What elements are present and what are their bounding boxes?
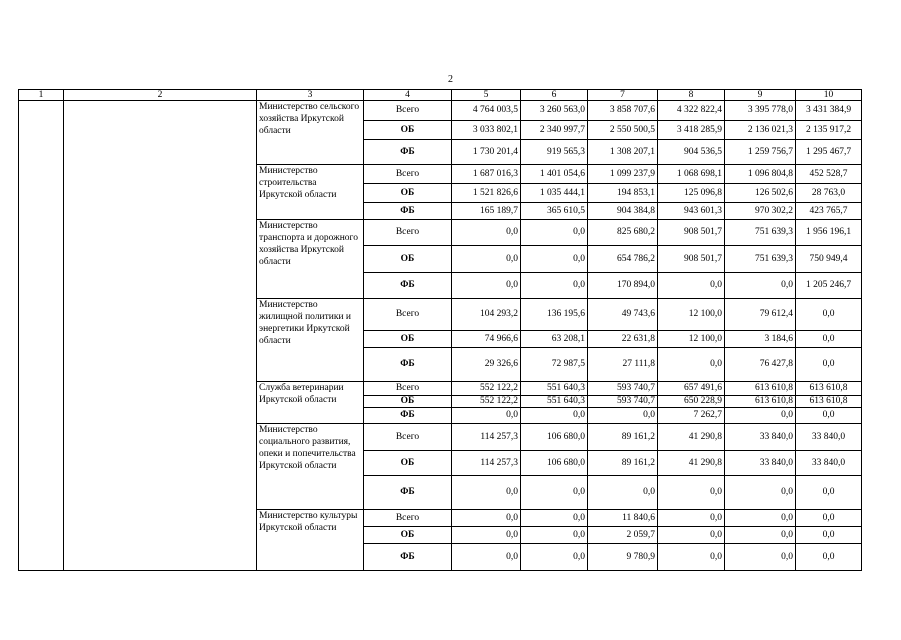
amount-cell: 0,0 <box>521 408 588 424</box>
amount-cell: 654 786,2 <box>588 246 658 273</box>
amount-cell: 0,0 <box>725 527 796 544</box>
amount-cell: 106 680,0 <box>521 451 588 476</box>
amount-cell: 0,0 <box>796 299 862 331</box>
amount-cell: 904 536,5 <box>658 140 725 165</box>
amount-cell: 0,0 <box>658 348 725 382</box>
budget-table <box>18 89 862 571</box>
amount-cell: 1 099 237,9 <box>588 165 658 184</box>
amount-cell: 3 395 778,0 <box>725 101 796 121</box>
amount-cell: 613 610,8 <box>725 396 796 408</box>
amount-cell: 1 730 201,4 <box>452 140 521 165</box>
amount-cell: 452 528,7 <box>796 165 862 184</box>
amount-cell: 1 259 756,7 <box>725 140 796 165</box>
amount-cell: 365 610,5 <box>521 203 588 220</box>
amount-cell: 2 059,7 <box>588 527 658 544</box>
funding-type: Всего <box>364 382 452 396</box>
amount-cell: 28 763,0 <box>796 184 862 203</box>
amount-cell: 49 743,6 <box>588 299 658 331</box>
amount-cell: 1 068 698,1 <box>658 165 725 184</box>
amount-cell: 825 680,2 <box>588 220 658 246</box>
amount-cell: 2 340 997,7 <box>521 121 588 140</box>
funding-type: Всего <box>364 299 452 331</box>
funding-type: ФБ <box>364 273 452 299</box>
organization-name: Министерство строительства Иркутской области <box>257 165 364 220</box>
funding-type: ФБ <box>364 544 452 571</box>
column-1-cell <box>19 101 64 571</box>
amount-cell: 1 295 467,7 <box>796 140 862 165</box>
amount-cell: 136 195,6 <box>521 299 588 331</box>
funding-type: ОБ <box>364 451 452 476</box>
amount-cell: 170 894,0 <box>588 273 658 299</box>
amount-cell: 74 966,6 <box>452 331 521 348</box>
funding-type: ОБ <box>364 396 452 408</box>
amount-cell: 125 096,8 <box>658 184 725 203</box>
amount-cell: 593 740,7 <box>588 382 658 396</box>
amount-cell: 0,0 <box>452 273 521 299</box>
amount-cell: 0,0 <box>658 273 725 299</box>
amount-cell: 89 161,2 <box>588 451 658 476</box>
amount-cell: 0,0 <box>521 476 588 510</box>
organization-name: Министерство транспорта и дорожного хозяйства Иркутской области <box>257 220 364 299</box>
amount-cell: 1 205 246,7 <box>796 273 862 299</box>
amount-cell: 3 858 707,6 <box>588 101 658 121</box>
funding-type: ФБ <box>364 476 452 510</box>
amount-cell: 423 765,7 <box>796 203 862 220</box>
amount-cell: 63 208,1 <box>521 331 588 348</box>
amount-cell: 79 612,4 <box>725 299 796 331</box>
funding-type: ОБ <box>364 121 452 140</box>
column-header-row <box>19 90 862 101</box>
organization-name: Министерство сельского хозяйства Иркутской области <box>257 101 364 165</box>
amount-cell: 4 322 822,4 <box>658 101 725 121</box>
organization-name: Служба ветеринарии Иркутской области <box>257 382 364 424</box>
amount-cell: 970 302,2 <box>725 203 796 220</box>
amount-cell: 1 035 444,1 <box>521 184 588 203</box>
amount-cell: 0,0 <box>796 408 862 424</box>
amount-cell: 2 136 021,3 <box>725 121 796 140</box>
amount-cell: 0,0 <box>725 510 796 527</box>
amount-cell: 104 293,2 <box>452 299 521 331</box>
amount-cell: 7 262,7 <box>658 408 725 424</box>
amount-cell: 0,0 <box>452 408 521 424</box>
amount-cell: 650 228,9 <box>658 396 725 408</box>
amount-cell: 0,0 <box>452 527 521 544</box>
amount-cell: 29 326,6 <box>452 348 521 382</box>
amount-cell: 114 257,3 <box>452 451 521 476</box>
organization-name: Министерство жилищной политики и энергетики Иркутской области <box>257 299 364 382</box>
column-header: 10 <box>796 90 862 101</box>
amount-cell: 0,0 <box>521 510 588 527</box>
amount-cell: 0,0 <box>521 527 588 544</box>
amount-cell: 0,0 <box>796 476 862 510</box>
amount-cell: 194 853,1 <box>588 184 658 203</box>
amount-cell: 552 122,2 <box>452 382 521 396</box>
amount-cell: 2 135 917,2 <box>796 121 862 140</box>
amount-cell: 1 401 054,6 <box>521 165 588 184</box>
amount-cell: 33 840,0 <box>796 451 862 476</box>
organization-name: Министерство культуры Иркутской области <box>257 510 364 571</box>
amount-cell: 551 640,3 <box>521 382 588 396</box>
amount-cell: 552 122,2 <box>452 396 521 408</box>
amount-cell: 106 680,0 <box>521 424 588 451</box>
funding-type: Всего <box>364 101 452 121</box>
amount-cell: 33 840,0 <box>725 424 796 451</box>
column-header: 4 <box>364 90 452 101</box>
amount-cell: 751 639,3 <box>725 246 796 273</box>
amount-cell: 4 764 003,5 <box>452 101 521 121</box>
amount-cell: 1 687 016,3 <box>452 165 521 184</box>
amount-cell: 0,0 <box>796 527 862 544</box>
funding-type: ОБ <box>364 331 452 348</box>
amount-cell: 27 111,8 <box>588 348 658 382</box>
amount-cell: 114 257,3 <box>452 424 521 451</box>
amount-cell: 0,0 <box>452 220 521 246</box>
amount-cell: 11 840,6 <box>588 510 658 527</box>
funding-type: Всего <box>364 510 452 527</box>
amount-cell: 0,0 <box>658 510 725 527</box>
amount-cell: 1 096 804,8 <box>725 165 796 184</box>
amount-cell: 0,0 <box>725 273 796 299</box>
amount-cell: 0,0 <box>796 348 862 382</box>
organization-name: Министерство социального развития, опеки и попечительства Иркутской области <box>257 424 364 510</box>
amount-cell: 0,0 <box>725 408 796 424</box>
amount-cell: 0,0 <box>452 510 521 527</box>
amount-cell: 0,0 <box>521 220 588 246</box>
column-header: 7 <box>588 90 658 101</box>
column-header: 2 <box>64 90 257 101</box>
amount-cell: 41 290,8 <box>658 451 725 476</box>
amount-cell: 908 501,7 <box>658 246 725 273</box>
amount-cell: 3 418 285,9 <box>658 121 725 140</box>
amount-cell: 0,0 <box>796 331 862 348</box>
amount-cell: 1 956 196,1 <box>796 220 862 246</box>
table-row <box>19 101 862 121</box>
amount-cell: 551 640,3 <box>521 396 588 408</box>
funding-type: Всего <box>364 424 452 451</box>
amount-cell: 0,0 <box>725 476 796 510</box>
amount-cell: 593 740,7 <box>588 396 658 408</box>
funding-type: ФБ <box>364 348 452 382</box>
amount-cell: 943 601,3 <box>658 203 725 220</box>
amount-cell: 1 308 207,1 <box>588 140 658 165</box>
amount-cell: 0,0 <box>796 544 862 571</box>
amount-cell: 0,0 <box>521 544 588 571</box>
amount-cell: 0,0 <box>452 544 521 571</box>
amount-cell: 613 610,8 <box>796 382 862 396</box>
funding-type: ФБ <box>364 408 452 424</box>
column-header: 6 <box>521 90 588 101</box>
amount-cell: 0,0 <box>521 246 588 273</box>
amount-cell: 0,0 <box>796 510 862 527</box>
column-header: 9 <box>725 90 796 101</box>
amount-cell: 0,0 <box>725 544 796 571</box>
column-2-cell <box>64 101 257 571</box>
amount-cell: 0,0 <box>658 527 725 544</box>
amount-cell: 3 260 563,0 <box>521 101 588 121</box>
amount-cell: 657 491,6 <box>658 382 725 396</box>
funding-type: ОБ <box>364 184 452 203</box>
amount-cell: 904 384,8 <box>588 203 658 220</box>
amount-cell: 0,0 <box>452 476 521 510</box>
amount-cell: 41 290,8 <box>658 424 725 451</box>
amount-cell: 908 501,7 <box>658 220 725 246</box>
amount-cell: 1 521 826,6 <box>452 184 521 203</box>
page-number: 2 <box>448 74 453 85</box>
amount-cell: 72 987,5 <box>521 348 588 382</box>
column-header: 1 <box>19 90 64 101</box>
funding-type: Всего <box>364 165 452 184</box>
amount-cell: 613 610,8 <box>725 382 796 396</box>
funding-type: ФБ <box>364 140 452 165</box>
column-header: 5 <box>452 90 521 101</box>
column-header: 8 <box>658 90 725 101</box>
amount-cell: 0,0 <box>452 246 521 273</box>
budget-table-body <box>19 90 862 571</box>
amount-cell: 12 100,0 <box>658 299 725 331</box>
amount-cell: 3 431 384,9 <box>796 101 862 121</box>
amount-cell: 919 565,3 <box>521 140 588 165</box>
funding-type: Всего <box>364 220 452 246</box>
funding-type: ФБ <box>364 203 452 220</box>
amount-cell: 751 639,3 <box>725 220 796 246</box>
amount-cell: 0,0 <box>658 544 725 571</box>
column-header: 3 <box>257 90 364 101</box>
amount-cell: 165 189,7 <box>452 203 521 220</box>
amount-cell: 22 631,8 <box>588 331 658 348</box>
amount-cell: 33 840,0 <box>725 451 796 476</box>
amount-cell: 33 840,0 <box>796 424 862 451</box>
amount-cell: 12 100,0 <box>658 331 725 348</box>
amount-cell: 0,0 <box>521 273 588 299</box>
amount-cell: 0,0 <box>588 476 658 510</box>
amount-cell: 2 550 500,5 <box>588 121 658 140</box>
amount-cell: 89 161,2 <box>588 424 658 451</box>
amount-cell: 9 780,9 <box>588 544 658 571</box>
funding-type: ОБ <box>364 527 452 544</box>
amount-cell: 0,0 <box>588 408 658 424</box>
funding-type: ОБ <box>364 246 452 273</box>
amount-cell: 0,0 <box>658 476 725 510</box>
amount-cell: 76 427,8 <box>725 348 796 382</box>
amount-cell: 613 610,8 <box>796 396 862 408</box>
amount-cell: 126 502,6 <box>725 184 796 203</box>
amount-cell: 3 184,6 <box>725 331 796 348</box>
amount-cell: 750 949,4 <box>796 246 862 273</box>
amount-cell: 3 033 802,1 <box>452 121 521 140</box>
